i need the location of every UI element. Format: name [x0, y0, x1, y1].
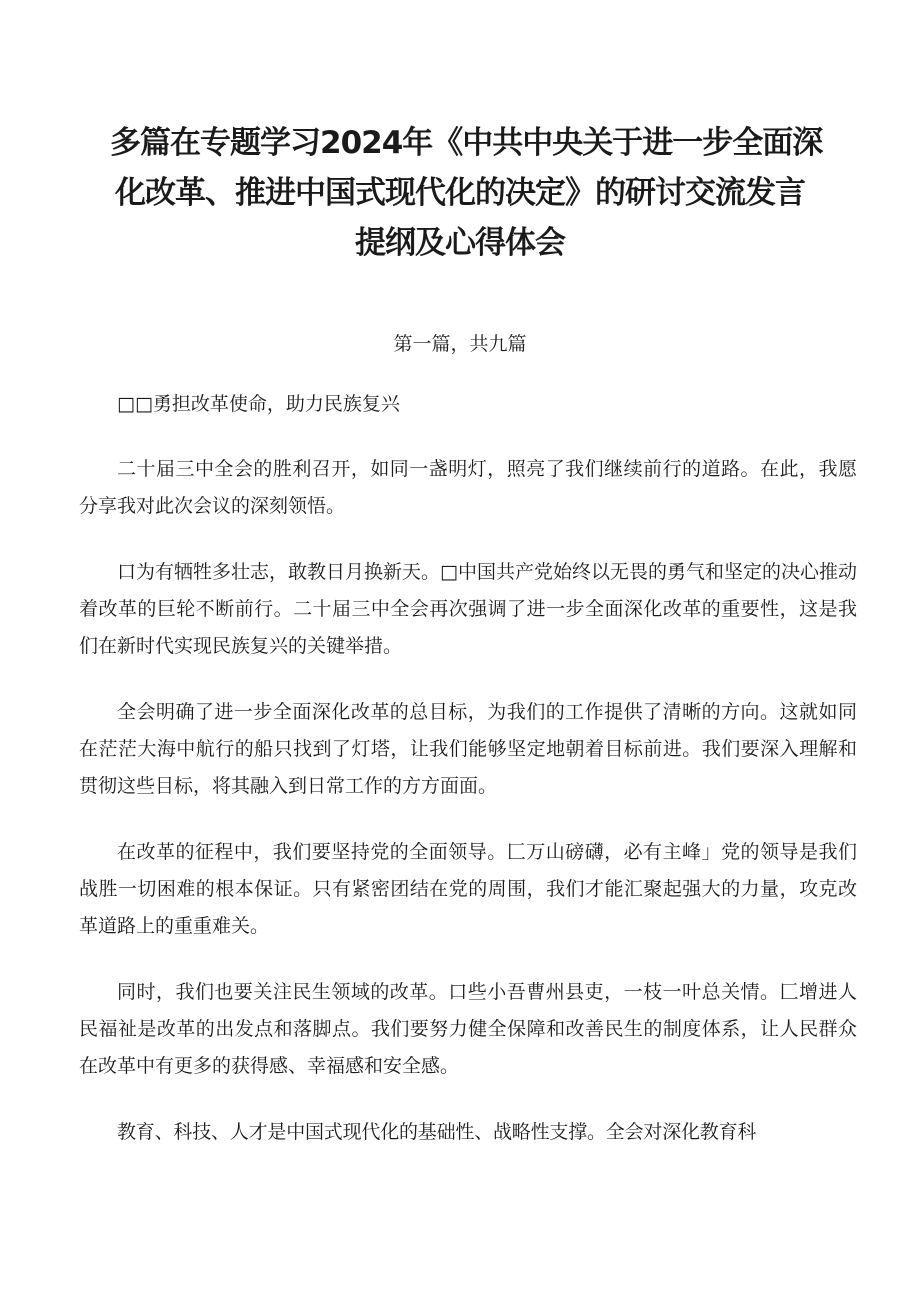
body-paragraph-3: 全会明确了进一步全面深化改革的总目标，为我们的工作提供了清晰的方向。这就如同在茫茫大海中航行的船只找到了灯塔，让我们能够坚定地朝着目标前进。我们要深入理解和贯彻这些目标，将其融入到日常工作的方方面面。	[79, 701, 857, 797]
document-body	[79, 386, 857, 1180]
title-line-3: 提纲及心得体会	[355, 225, 565, 261]
body-paragraph-5: 同时，我们也要关注民生领域的改革。口些小吾曹州县吏，一枝一叶总关情。匚增进人民福祉是改革的出发点和落脚点。我们要努力健全保障和改善民生的制度体系，让人民群众在改革中有更多的获得感、幸福感和安全感。	[79, 981, 857, 1077]
body-paragraph-6: 教育、科技、人才是中国式现代化的基础性、战略性支撑。全会对深化教育科	[117, 1121, 757, 1143]
title-line-2: 化改革、推进中国式现代化的决定》的研讨交流发言	[115, 175, 805, 211]
body-paragraph-4: 在改革的征程中，我们要坚持党的全面领导。匚万山磅礴，必有主峰」党的领导是我们战胜一切困难的根本保证。只有紧密团结在党的周围，我们才能汇聚起强大的力量，攻克改革道路上的重重难关。	[79, 841, 857, 937]
section-heading: □□勇担改革使命，助力民族复兴	[117, 393, 400, 415]
body-paragraph-2: 口为有牺牲多壮志，敢教日月换新天。□中国共产党始终以无畏的勇气和坚定的决心推动着改革的巨轮不断前行。二十届三中全会再次强调了进一步全面深化改革的重要性，这是我们在新时代实现民族复兴的关键举措。	[79, 561, 857, 657]
title-line-1: 多篇在专题学习2024年《中共中央关于进一步全面深	[110, 125, 823, 161]
body-paragraph-1: 二十届三中全会的胜利召开，如同一盏明灯，照亮了我们继续前行的道路。在此，我愿分享我对此次会议的深刻领悟。	[79, 458, 857, 517]
document-subtitle: 第一篇，共九篇	[393, 333, 527, 355]
document-title	[110, 118, 823, 268]
